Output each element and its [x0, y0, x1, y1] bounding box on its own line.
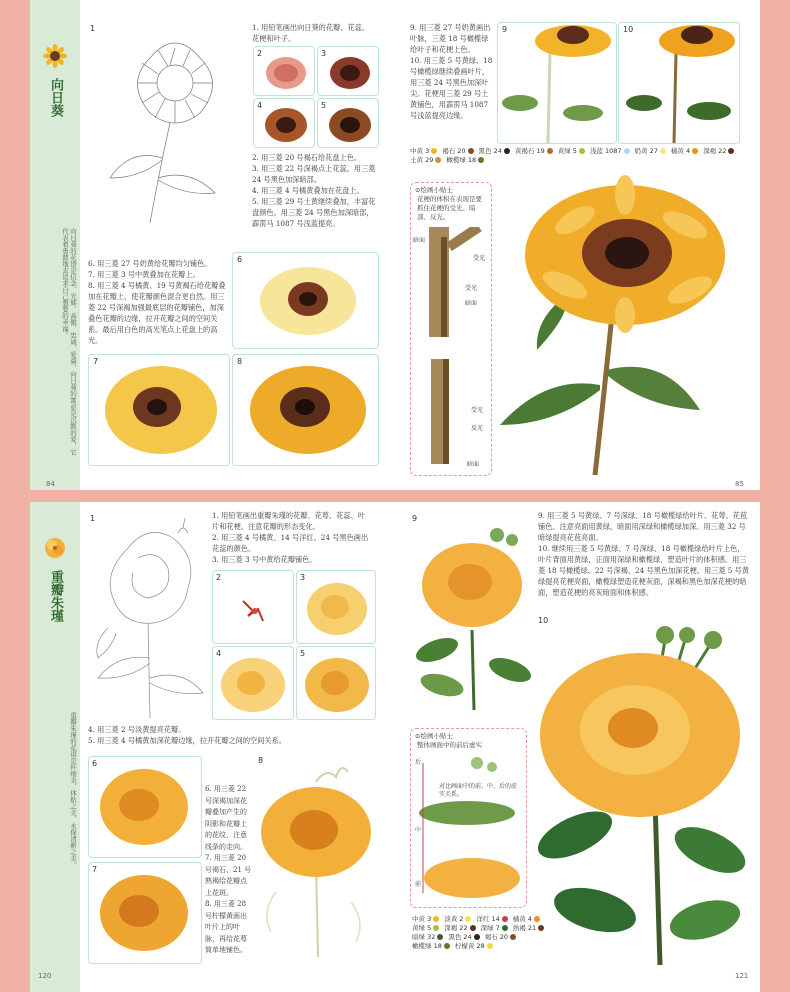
hibiscus-palette — [412, 914, 552, 950]
step-6-image: 6 — [88, 756, 202, 858]
palette-label: 深褐 22 — [703, 147, 727, 155]
hibiscus-sketch — [88, 518, 210, 718]
palette-item — [513, 923, 544, 932]
palette-label: 黄绿 5 — [412, 924, 432, 932]
step-4-image: 4 — [212, 646, 294, 720]
palette-label: 浅蓝 1087 — [589, 147, 622, 155]
step-8-image — [256, 762, 378, 962]
step-number: 8 — [258, 756, 264, 765]
palette-label: 橘黄 4 — [670, 147, 691, 155]
step-number: 9 — [412, 514, 418, 523]
palette-label: 中黄 3 — [412, 915, 432, 923]
color-swatch-icon — [431, 148, 437, 154]
palette-item — [635, 146, 666, 155]
palette-label: 暗绿 32 — [412, 933, 436, 941]
palette-item — [513, 914, 540, 923]
palette-item — [476, 914, 507, 923]
color-swatch-icon — [624, 148, 630, 154]
palette-item — [485, 932, 516, 941]
color-swatch-icon — [510, 934, 516, 940]
page-number-right: 85 — [735, 480, 744, 488]
palette-item — [412, 923, 439, 932]
color-swatch-icon — [435, 157, 441, 163]
color-swatch-icon — [579, 148, 585, 154]
step-7-image: 7 — [88, 862, 202, 964]
color-swatch-icon — [433, 916, 439, 922]
palette-label: 橘黄 4 — [512, 915, 532, 923]
palette-label: 淡黄 2 — [444, 915, 464, 923]
hibiscus-step6-8-text: 6. 用三菱 22 号深褐加深花瓣叠加产生的阴影和花瓣上的花纹，注意线条的走向。 7. 用三菱 20 号褐石、21 号熟褐给花瓣点上花斑。 8. 用三菱 28 号柠檬黄画出叶片上的叶脉，再给花萼简单地铺色。 — [205, 785, 252, 954]
step-number: 10 — [538, 616, 549, 625]
sunflower-icon — [43, 44, 67, 68]
palette-label: 橄榄绿 18 — [446, 156, 477, 164]
palette-label: 土黄 29 — [410, 156, 434, 164]
step-5-image: 5 — [296, 646, 376, 720]
step-6-image: 6 — [232, 252, 379, 349]
sidebar-sunflower — [30, 0, 80, 490]
palette-item — [558, 146, 585, 155]
hibiscus-tip-box: ⊙绘画小贴士 整体画面中的前后虚实 对比画面中的前、中、后的虚实关系。 后 中 前 — [410, 728, 527, 908]
color-swatch-icon — [538, 925, 544, 931]
sunflower-sketch — [90, 28, 240, 228]
sunflower-final-illustration — [495, 175, 750, 480]
sunflower-palette — [410, 146, 750, 164]
color-swatch-icon — [660, 148, 666, 154]
depth-detail-image — [417, 753, 522, 903]
color-swatch-icon — [504, 148, 510, 154]
hibiscus-description: 重瓣朱瑾的花语是纤细美、体贴之美、永保清新之美。 — [69, 712, 77, 868]
color-swatch-icon — [433, 925, 439, 931]
palette-label: 深褐 22 — [444, 924, 468, 932]
step-number: 1 — [90, 24, 96, 33]
step-8-image: 8 — [232, 354, 379, 466]
step-2-image: 2 — [212, 570, 294, 644]
palette-item — [442, 146, 473, 155]
palette-item — [446, 155, 484, 164]
palette-label: 黑色 24 — [478, 147, 502, 155]
palette-label: 褐石 20 — [442, 147, 466, 155]
hibiscus-step4-5-text: 4. 用三菱 2 号淡黄提亮花瓣。 5. 用三菱 4 号橘黄加深花瓣边缘，拉开花瓣之间的空间关系。 — [88, 725, 286, 745]
step-number: 1 — [90, 514, 96, 523]
palette-item — [479, 146, 510, 155]
palette-label: 黄绿 5 — [557, 147, 577, 155]
step-10-image: 10 — [618, 22, 740, 144]
hibiscus-final-illustration — [535, 620, 750, 965]
palette-label: 褐石 20 — [484, 933, 509, 941]
color-swatch-icon — [474, 934, 480, 940]
palette-item — [671, 146, 698, 155]
palette-label: 黄褐石 19 — [514, 147, 545, 155]
color-swatch-icon — [728, 148, 734, 154]
palette-label: 深绿 7 — [480, 924, 500, 932]
hibiscus-step9-10-text: 9. 用三菱 5 号黄绿、7 号深绿、18 号橄榄绿给叶片、花萼、花苞铺色。注意亮面用黄绿，暗面用深绿和橄榄绿加深。用三菱 32 号暗绿提亮花苞亮面。 10. 继续用三菱 5 号黄绿、7 号深绿、18 号橄榄绿给叶片上色，叶片背面用黄绿，正面用深绿和橄榄绿，塑造叶片的体积感。用三菱 18 号橄榄绿、22 号深褐、24 号黑色加深花梗。用三菱 5 号黄绿提亮花梗亮面，橄榄绿塑造花梗灰面，深褐和黑色加深花梗的暗面，塑造花梗的亮灰暗面和体积感。 — [538, 511, 750, 597]
sunflower-step9-10-text: 9. 用三菱 27 号奶黄画出叶脉，三菱 18 号橄榄绿给叶子和花梗上色。 10. 用三菱 5 号黄绿、18 号橄榄绿继续叠画叶片，用三菱 24 号黑色加深叶尖。花梗用三菱 29 号土黄铺色，用霹雳马 1087 号浅蓝提亮边缘。 — [410, 23, 493, 120]
step-9-image — [412, 520, 534, 710]
hibiscus-title: 重瓣朱瑾 — [48, 570, 63, 622]
step-7-image: 7 — [88, 354, 230, 466]
palette-item — [412, 941, 450, 950]
sunflower-description: 向日葵的花语是信念、光辉、高傲、忠诚、爱慕，向日葵的寓意是沉默的爱，它代表着勇敢地去追求自己想要的幸福。 — [61, 228, 77, 456]
palette-item — [410, 155, 441, 164]
color-swatch-icon — [465, 916, 471, 922]
palette-item — [412, 932, 443, 941]
sidebar-hibiscus — [30, 502, 80, 992]
step-3-image: 3 — [296, 570, 376, 644]
sunflower-step6-8-text: 6. 用三菱 27 号奶黄给花瓣均匀铺色。 7. 用三菱 3 号中黄叠加在花瓣上。 8. 用三菱 4 号橘黄、19 号黄褐石给花瓣叠加在花瓣上，使花瓣颜色混合更自然。用三菱 22 号深褐加强最底层的花瓣铺色，加深叠色花瓣的边缘，拉开花瓣之间的空间关系。最后用白色的高光笔点上花盘上的高光。 — [88, 259, 226, 345]
sunflower-tip-box: ⊙绘画小贴士 花梗的体积在表现是要抓住花梗的受光、暗部、反光。 暗面 受光 受光 暗面 受光 反光 暗面 — [410, 182, 492, 476]
sunflower-step2-5-text: 2. 用三菱 20 号褐石给花盘上色。 3. 用三菱 22 号深褐点上花蕊，用三菱 24 号黑色加深暗部。 4. 用三菱 4 号橘黄叠加在花盘上。 5. 用三菱 29 号土黄继续叠加，丰富花盘颜色。用三菱 24 号黑色加深暗部，霹雳马 1087 号浅蓝提亮。 — [252, 153, 376, 228]
page-number-left: 84 — [46, 480, 55, 488]
step-2-image: 2 — [253, 46, 315, 96]
color-swatch-icon — [487, 943, 493, 949]
palette-item — [412, 914, 439, 923]
page-number-right: 121 — [735, 972, 749, 980]
palette-item — [455, 941, 493, 950]
step-9-image: 9 — [497, 22, 617, 144]
sunflower-title: 向日葵 — [48, 78, 63, 117]
color-swatch-icon — [547, 148, 553, 154]
step-5-image: 5 — [317, 98, 379, 148]
palette-label: 橄榄绿 18 — [412, 942, 442, 950]
color-swatch-icon — [692, 148, 698, 154]
color-swatch-icon — [502, 925, 508, 931]
palette-label: 洋红 14 — [476, 915, 500, 923]
palette-item — [410, 146, 437, 155]
palette-item — [515, 146, 553, 155]
color-swatch-icon — [470, 925, 476, 931]
palette-label: 中黄 3 — [410, 147, 430, 155]
hibiscus-icon — [43, 536, 67, 560]
palette-item — [481, 923, 508, 932]
palette-label: 熟褐 21 — [512, 924, 537, 932]
palette-item — [703, 146, 734, 155]
step-3-image: 3 — [317, 46, 379, 96]
step-4-image: 4 — [253, 98, 315, 148]
page-number-left: 120 — [38, 972, 52, 980]
palette-label: 黑色 24 — [448, 933, 472, 941]
palette-item — [448, 932, 479, 941]
palette-item — [590, 146, 630, 155]
color-swatch-icon — [444, 943, 450, 949]
color-swatch-icon — [534, 916, 540, 922]
color-swatch-icon — [502, 916, 508, 922]
palette-item — [444, 923, 475, 932]
hibiscus-step1-3-text: 1. 用铅笔画出重瓣朱瑾的花瓣、花萼、花蕊、叶片和花梗。注意花瓣的形态变化。 2. 用三菱 4 号橘黄、14 号洋红、24 号黑色画出花蕊的颜色。 3. 用三菱 3 号中黄给花瓣铺色。 — [212, 511, 369, 564]
palette-item — [444, 914, 471, 923]
palette-label: 柠檬黄 28 — [454, 942, 485, 950]
sunflower-step1-text: 1. 用铅笔画出向日葵的花瓣、花蕊、花梗和叶子。 — [252, 23, 369, 43]
color-swatch-icon — [478, 157, 484, 163]
color-swatch-icon — [437, 934, 443, 940]
palette-label: 奶黄 27 — [634, 147, 658, 155]
color-swatch-icon — [468, 148, 474, 154]
